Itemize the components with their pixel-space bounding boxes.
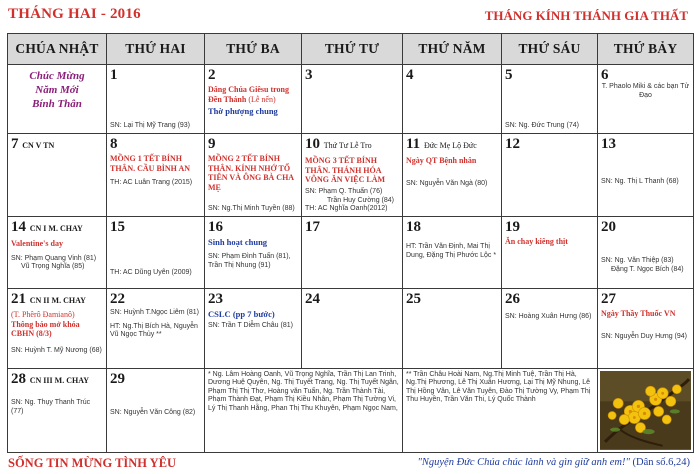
doctors-day-event: Ngày Thầy Thuốc VN (601, 309, 676, 318)
day-cell-24[interactable] (302, 289, 403, 369)
weekday-header-row (8, 34, 694, 65)
day-number: 23 (208, 291, 223, 307)
day-number: 24 (305, 291, 320, 307)
new-year-greeting: Chúc Mừng Năm Mới Bính Thân (29, 70, 85, 110)
tet-event: MỒNG 3 TẾT BÍNH THÂN. THÁNH HÓA VÔNG ĂN VIỆC LÀM (305, 156, 386, 184)
day-cell-28[interactable] (8, 369, 107, 453)
day-number: 21 CN II M. CHAY (11, 291, 86, 307)
day-cell-20[interactable] (598, 217, 694, 289)
day-number: 28 CN III M. CHAY (11, 371, 90, 387)
day-number: 2 (208, 67, 216, 83)
day-cell-25[interactable] (403, 289, 502, 369)
day-number: 16 (208, 219, 223, 235)
day-number: 25 (406, 291, 421, 307)
day-number: 20 (601, 219, 616, 235)
anniversary-note: TH: AC Dũng Uyên (2009) (110, 269, 192, 277)
birthday-note: SN: Nguyễn Văn Công (82) (110, 409, 196, 416)
footnote-double-star: ** Trần Châu Hoài Nam, Ng.Thị Minh Tuệ, Trần Thị Hà, Ng.Thị Phương, Lê Thị Xuân Hương, Lại Thị Mỹ Nhung, Lê Thị Hồng Vân, Lê Văn Tuyên, Đào Thị Tường Vy, Phạm Thị Thu Huyền, Trần Văn Thi, Lý Quốc Thành (406, 371, 591, 404)
birthday-note: SN: Huỳnh T. Mỹ Nương (68) (11, 346, 102, 354)
footer-motto: SỐNG TIN MỪNG TÌNH YÊU (8, 456, 177, 470)
day-number: 26 (505, 291, 520, 307)
week-row-1 (8, 65, 694, 134)
day-number: 13 (601, 136, 616, 152)
couple-anniversary-note: HT: Ng.Thị Bích Hà, Nguyễn Vũ Ngọc Thủy ** (110, 322, 198, 339)
weekday-tuesday: THỨ BA (205, 34, 302, 65)
couple-anniversary-note: HT: Trần Văn Định, Mai Thị Dung, Đặng Thị Phước Lộc * (406, 243, 497, 259)
birthday-note: SN: Hoàng Xuân Hưng (86) (505, 313, 592, 320)
footnote-group-1 (205, 369, 403, 453)
day-cell-3[interactable] (302, 65, 403, 134)
day-number: 1 (110, 67, 118, 83)
day-cell-26[interactable] (502, 289, 598, 369)
worship-event: Thờ phượng chung (208, 106, 278, 116)
day-number: 8 (110, 136, 118, 152)
day-cell-12[interactable] (502, 134, 598, 217)
weekday-wednesday: THỨ TƯ (302, 34, 403, 65)
birthday-note: SN: Nguyễn Văn Ngà (80) (406, 179, 488, 187)
day-cell-27[interactable] (598, 289, 694, 369)
yellow-apricot-blossom-image (600, 371, 691, 450)
day-number: 14 CN I M. CHAY (11, 219, 83, 235)
weekday-sunday: CHÚA NHẬT (8, 34, 107, 65)
day-cell-8[interactable] (107, 134, 205, 217)
day-number: 3 (305, 67, 313, 83)
weekday-friday: THỨ SÁU (502, 34, 598, 65)
day-cell-18[interactable] (403, 217, 502, 289)
day-cell-11[interactable] (403, 134, 502, 217)
tet-event: MỒNG 1 TẾT BÍNH THÂN. CẦU BÌNH AN (110, 154, 191, 173)
weekday-monday: THỨ HAI (107, 34, 205, 65)
day-cell-15[interactable] (107, 217, 205, 289)
day-number: 5 (505, 67, 513, 83)
calendar-title: THÁNG HAI - 2016 (8, 6, 141, 22)
greeting-cell (8, 65, 107, 134)
birthday-note: SN: Phạm Q. Thuấn (76) Trần Huy Cường (84) TH: AC Nghĩa Oanh(2012) (305, 188, 394, 213)
birthday-note: SN: Ng. Thụy Thanh Trúc (77) (11, 399, 91, 415)
feast-label: Dâng Chúa Giêsu trong Đền Thánh (Lễ nến) (208, 85, 289, 104)
footer-scripture-quote: "Nguyện Đức Chúa chúc lành và gìn giữ anh em!" (Dân số.6,24) (417, 457, 690, 468)
week-row-4 (8, 289, 694, 369)
week-row-5 (8, 369, 694, 453)
valentine-event: Valentine's day (11, 239, 63, 248)
anniversary-note: TH: AC Luân Trang (2015) (110, 179, 193, 186)
weekday-thursday: THỨ NĂM (403, 34, 502, 65)
birthday-note: SN: Huỳnh T.Ngọc Liêm (81) (110, 309, 199, 316)
day-number: 10 Thứ Tư Lễ Tro (305, 136, 372, 152)
week-row-2 (8, 134, 694, 217)
fasting-event: Ăn chay kiêng thịt (505, 237, 568, 246)
day-cell-16[interactable] (205, 217, 302, 289)
flower-image-cell (598, 369, 694, 453)
birthday-note: SN: Lại Thị Mỹ Trang (93) (110, 122, 191, 130)
observance-event: Ngày QT Bệnh nhân (406, 156, 477, 165)
day-cell-19[interactable] (502, 217, 598, 289)
day-number: 9 (208, 136, 216, 152)
day-number: 19 (505, 219, 520, 235)
day-cell-5[interactable] (502, 65, 598, 134)
birthday-note: SN: Ng.Thị Minh Tuyền (88) (208, 205, 295, 213)
weekday-saturday: THỨ BẢY (598, 34, 694, 65)
day-number: 4 (406, 67, 414, 83)
meeting-event: Sinh hoạt chung (208, 237, 268, 247)
day-cell-6[interactable] (598, 65, 694, 134)
day-number: 17 (305, 219, 320, 235)
week-row-3 (8, 217, 694, 289)
birthday-note: SN: Trần T Diễm Châu (81) (208, 322, 293, 329)
day-cell-1[interactable] (107, 65, 205, 134)
birthday-note: SN: Ng. Đức Trung (74) (505, 122, 579, 130)
cslc-event: CSLC (pp 7 bước) (208, 309, 275, 319)
day-cell-4[interactable] (403, 65, 502, 134)
course-announcement: Thông báo mở khóa CBHN (8/3) (11, 319, 80, 338)
day-cell-13[interactable] (598, 134, 694, 217)
footnote-group-2 (403, 369, 598, 453)
birthday-note: SN: Phạm Đình Tuấn (81), Trần Thị Nhung (91) (208, 253, 291, 269)
day-cell-21[interactable] (8, 289, 107, 369)
saint-memorial: T. Phaolo Miki & các bạn Tử Đạo (601, 83, 690, 99)
month-theme: THÁNG KÍNH THÁNH GIA THẤT (484, 8, 688, 23)
day-cell-23[interactable] (205, 289, 302, 369)
day-cell-2[interactable] (205, 65, 302, 134)
day-cell-29[interactable] (107, 369, 205, 453)
day-cell-17[interactable] (302, 217, 403, 289)
birthday-note: SN: Ng. Văn Thiệp (83) Đặng T. Ngọc Bích (84) (601, 257, 684, 273)
footnote-single-star: * Ng. Lâm Hoàng Oanh, Vũ Trọng Nghĩa, Trần Thị Lan Trinh, Dương Huệ Quyên, Ng. Thị Tuyết Trang, Ng. Thị Tuyết Ngân, Phạm Thị Thị Thơ, Hoàng văn Tuấn, Ng. Trần Thành Tài, Phạm Thành Đạt, Phạm Thị Kiều Nhân, Phạm Thị Tường Vi, Lý Thị Thanh Hằng, Phan Thị Thu Khuyên, Phạm Ngọc Nam, (208, 371, 399, 412)
day-cell-7[interactable] (8, 134, 107, 217)
day-cell-10[interactable] (302, 134, 403, 217)
day-number: 7 CN V TN (11, 136, 55, 152)
calendar-grid (7, 33, 694, 453)
day-number: 22 (110, 291, 125, 307)
birthday-note: SN: Phạm Quang Vinh (81) Vũ Trọng Nghĩa (85) (11, 254, 97, 271)
day-number: 15 (110, 219, 125, 235)
tet-event: MỒNG 2 TẾT BÍNH THÂN. KÍNH NHỚ TỔ TIÊN VÀ ÔNG BÀ CHA MẸ (208, 154, 294, 192)
day-number: 6 (601, 67, 609, 83)
day-number: 27 (601, 291, 616, 307)
birthday-note: SN: Nguyễn Duy Hưng (94) (601, 332, 687, 340)
day-number: 12 (505, 136, 520, 152)
day-number: 11 Đức Mẹ Lộ Đức (406, 136, 477, 152)
day-cell-9[interactable] (205, 134, 302, 217)
day-cell-14[interactable] (8, 217, 107, 289)
birthday-note: SN: Ng. Thị L Thanh (68) (601, 178, 679, 185)
saint-memorial: (T. Phêrô Đamianô) (11, 310, 75, 319)
day-number: 29 (110, 371, 125, 387)
day-number: 18 (406, 219, 421, 235)
day-cell-22[interactable] (107, 289, 205, 369)
